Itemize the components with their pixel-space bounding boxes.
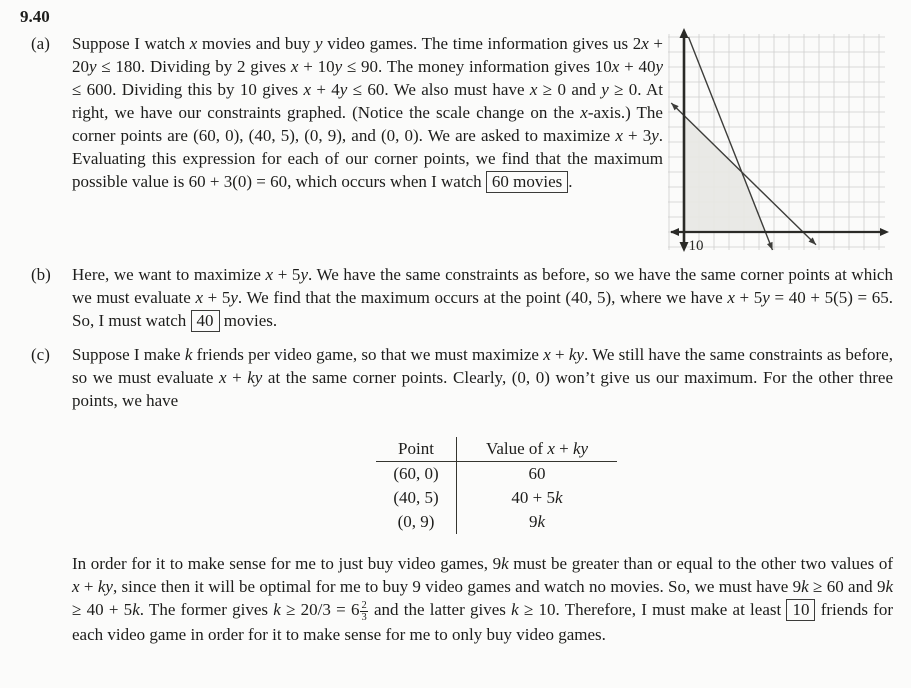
closing-paragraph: In order for it to make sense for me to just buy video games, 9k must be greater than or equal to the other two values of x + ky, since then it will be optimal for me to buy 9 video games and watch no movies. So, we must have 9k ≥ 60 and 9k ≥ 40 + 5k. The former gives k ≥ 20/3 = 6 $\frac{2}{3}$ and the latter gives k ≥ 10. Therefore, I must make at least 10 friends for each video game in order for it to make sense for me to only buy video games. [72,554,894,645]
table-row [376,510,617,534]
cell-value: 40 + 5k [511,488,563,507]
part-b [31,263,893,332]
boxed-answer: 60 movies [486,171,568,193]
part-a-label: (a) [31,34,50,53]
feasible-region [684,116,765,232]
cell-point: (40, 5) [376,486,457,510]
constraint-graph-svg [668,24,892,258]
table-row [376,486,617,510]
cell-value: 60 [528,464,546,483]
part-a-text: Suppose I watch x movies and buy y video games. The time information gives us 2x + 20y ≤ 180. Dividing by 2 gives x + 10y ≤ 90. The money information gives 10x + 40y ≤ 600. Dividing this by 10 gives x + 4y ≤ 60. We also must have x ≥ 0 and y ≥ 0. At right, we have our constraints graphed. (Notice the scale change on the x-axis.) The corner points are (60, 0), (40, 5), (0, 9), and (0, 0). We are asked to maximize x + 3y. Evaluating this expression for each of our corner points, we find that the maximum possible value is 60 + 3(0) = 60, which occurs when I watch 60 movies . [72,34,663,191]
boxed-answer: 10 [786,599,815,621]
part-b-text: Here, we want to maximize x + 5y. We have the same constraints as before, so we have the same corner points at which we must evaluate x + 5y. We find that the maximum occurs at the point (40, 5), where we have x + 5y = 40 + 5(5) = 65. So, I must watch 40 movies. [72,265,894,330]
part-c-text: Suppose I make k friends per video game, so that we must maximize x + ky. We still have the same constraints as before, so we must evaluate x + ky at the same corner points. Clearly, (0, 0) won’t give us our maximum. For the other three points, we have [72,345,893,410]
table-header-value: Value of x + ky [457,437,618,462]
part-c-label: (c) [31,345,50,364]
cell-value: 9k [528,512,546,531]
problem-number: 9.40 [20,7,50,26]
corner-points-table [376,437,617,534]
part-a [31,32,663,193]
table-header [376,437,617,462]
mixed-number: 6 $\frac{2}{3}$ [350,599,367,623]
cell-point: (60, 0) [376,462,457,487]
cell-point: (0, 9) [376,510,457,534]
constraint-graph-figure [668,24,892,258]
part-b-label: (b) [31,265,51,284]
boxed-answer: 40 [191,310,220,332]
table-header-point: Point [376,437,457,462]
part-c [31,343,893,412]
table-row [376,462,617,487]
x-scale-label: 10 [688,238,704,254]
table-body [376,462,617,535]
